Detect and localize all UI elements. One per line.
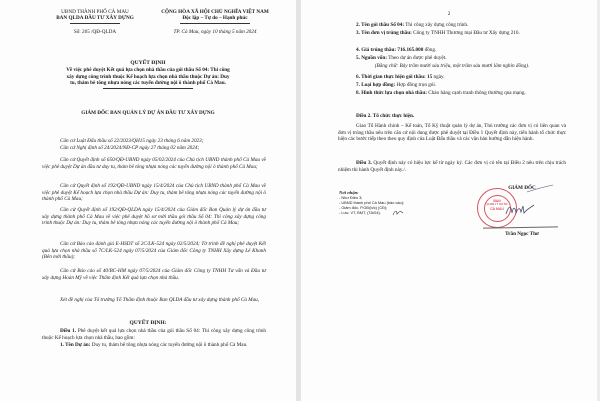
legal-basis-6: Căn cứ Báo cáo đánh giá E-HSDT số 2C/LK-524 ngày 02/5/2024; Tờ trình đề nghị phê duyệt Kết quả lựa chọn nhà thầu số 7C/LK-524 ngày 07/5/2024 của Giám đốc Công ty TNHH Xây dựng Lê Khanh (Bên mời thầu); — [42, 241, 266, 261]
article-1-item-5 — [338, 55, 566, 62]
item-6-text: ngày. — [432, 74, 445, 80]
recipient-3: - Giám đốc, P.GĐ(b/c) (CĐ); — [339, 204, 388, 210]
item-5-text: Theo dự án được phê duyệt. — [387, 55, 447, 61]
article-3-text: Quyết định này có hiệu lực kể từ ngày ký. Các đơn vị có tên tại Điều 2 nêu trên chịu trách nhiệm thi hành Quyết định này./. — [338, 160, 566, 173]
page-number: 2 — [447, 11, 451, 17]
article-3 — [338, 160, 566, 173]
item-4-text: đồng. — [423, 47, 437, 53]
legal-basis-4: Căn cứ Quyết định số 192/QĐ-UBND ngày 15/4/2024 của Chủ tịch UBND thành phố Cà Mau về việc phê duyệt Kế hoạch lựa chọn nhà thầu Dự án: Duy tu, thảm bê tông nhựa nóng các tuyến đường nội ô thành phố Cà Mau; — [42, 183, 266, 203]
recipient-2: - UBND thành phố Cà Mau (báo cáo); — [339, 199, 405, 205]
handwritten-initial-icon — [392, 209, 404, 216]
item-6-label: 6. Thời gian thực hiện gói thầu: 15 — [356, 74, 433, 80]
seal-line-2: QUẢN LÝ DỰ ÁN — [486, 203, 508, 206]
header-underline-left — [70, 23, 120, 24]
issuing-authority: GIÁM ĐỐC BAN QUẢN LÝ DỰ ÁN ĐẦU TƯ XÂY DỰNG — [81, 110, 215, 116]
document-page-2 — [301, 0, 597, 401]
article-1-item-3 — [338, 30, 566, 37]
item-8-text: Chào hàng cạnh tranh thông thường qua mạng. — [426, 90, 526, 96]
item-1-label: 1. Tên Dự án: — [60, 342, 91, 348]
recipient-4: - Lưu: VT, BMT, (TA/04). — [339, 209, 381, 215]
article-1-item-1 — [42, 342, 266, 349]
seal-line-5: CÀ MAU — [490, 207, 504, 211]
article-1-label: Điều 1. — [60, 328, 77, 334]
agency-parent: UBND THÀNH PHỐ CÀ MAU — [61, 9, 129, 15]
item-5-label: 5. Nguồn vốn: — [356, 55, 387, 61]
article-1-item-6 — [338, 74, 566, 81]
legal-basis-5: Căn cứ Quyết định số 192/QĐ-QLDA ngày 15/4/2024 của Giám đốc Ban Quản lý dự án đầu tư xây dựng thành phố Cà Mau về việc phê duyệt hồ sơ mời thầu gói thầu Số 04: Thi công xây dựng công trình thuộc Dự án: Duy tu, thảm bê tông nhựa nóng các tuyến đường nội ô thành phố Cà Mau; — [42, 207, 266, 227]
legal-basis-2: Căn cứ Nghị định số 24/2024/NĐ-CP ngày 27 tháng 02 năm 2024; — [60, 145, 200, 151]
header-underline-right — [180, 23, 250, 24]
article-1-item-8 — [338, 90, 566, 97]
article-1-item-2 — [338, 22, 566, 29]
document-date: TP. Cà Mau, ngày 10 tháng 5 năm 2024 — [173, 29, 257, 35]
signature-icon — [505, 203, 535, 217]
item-8-label: 8. Hình thức lựa chọn nhà thầu: — [356, 90, 427, 96]
article-1-text: Phê duyệt kết quả lựa chọn nhà thầu của gói thầu Số 04: Thi công xây dựng công trình thuộc Kế hoạch lựa chọn nhà thầu, bao gồm: — [42, 328, 267, 341]
subject-line-2: xây dựng công trình thuộc Kế hoạch lựa chọn nhà thầu thuộc Dự án: Duy — [66, 73, 230, 80]
article-2-text: Giao Tổ Hành chính – Kế toán, Tổ Kỹ thuật quản lý dự án, Thủ trưởng các đơn vị có liên quan và đơn vị trúng thầu nêu trên căn cứ nội dung được phê duyệt tại Điều 1 Quyết định này, tiến hành tổ chức thực hiện các bước tiếp theo theo quy định của Luật Đấu thầu và các văn bản hướng dẫn hiện hành. — [338, 123, 566, 143]
subject-line-3: tu, thảm bê tông nhựa nóng các tuyến đường nội ô thành phố Cà Mau. — [70, 80, 226, 86]
item-7-text: Hợp đồng trọn gói. — [395, 82, 437, 88]
article-1-item-4 — [338, 47, 566, 54]
item-2-label: 2. Tên gói thầu Số 04: — [356, 22, 405, 28]
document-number: Số: 265 /QĐ-QLDA — [73, 29, 117, 35]
signer-name: Trần Ngọc Thơ — [505, 231, 539, 237]
item-2-text: Thi công xây dựng công trình. — [404, 22, 469, 28]
agency-name: BAN QLDA ĐẦU TƯ XÂY DỰNG — [56, 15, 134, 21]
amount-in-words: (Bằng chữ: Bảy trăm mười sáu triệu, một trăm sáu mươi lăm nghìn đồng). — [374, 63, 530, 69]
article-1-item-7 — [338, 82, 566, 89]
legal-basis-8: Xét đề nghị của Tổ trưởng Tổ Thẩm định thuộc Ban QLDA đầu tư xây dựng thành phố Cà Mau, — [60, 297, 260, 303]
item-1-text: Duy tu, thảm bê tông nhựa nóng các tuyến đường nội ô thành phố Cà Mau. — [90, 342, 248, 348]
decision-title: QUYẾT ĐỊNH — [130, 60, 166, 66]
article-1 — [42, 328, 266, 341]
item-7-label: 7. Loại hợp đồng: — [356, 82, 396, 88]
legal-basis-7: Căn cứ Báo cáo số 40/BC-HM ngày 07/5/2024 của Giám đốc Công ty TNHH Tư vấn và Đầu tư xây dựng Hoàn Mỹ về việc Thẩm định Kết quả lựa chọn nhà thầu. — [42, 268, 266, 281]
document-page-1 — [0, 0, 296, 401]
article-2-heading: Điều 2. Tổ chức thực hiện. — [356, 113, 415, 119]
item-3-label: 3. Tên đơn vị trúng thầu: — [356, 30, 412, 36]
legal-basis-1: Căn cứ Luật Đấu thầu số 22/2023/QH15 ngày 23 tháng 6 năm 2023; — [60, 138, 204, 144]
initial-mark-icon — [525, 184, 555, 194]
recipients-heading: Nơi nhận: — [339, 190, 359, 195]
seal-line-1: BAN — [493, 199, 501, 203]
article-3-label: Điều 3. — [356, 160, 372, 166]
recipient-1: - Như Điều 3; — [339, 194, 363, 200]
decision-heading: QUYẾT ĐỊNH: — [129, 320, 167, 326]
national-title: CỘNG HÒA XÃ HỘI CHỦ NGHĨA VIỆT NAM — [161, 9, 269, 15]
item-3-text: Công ty TNHH Thương mại Đầu tư Xây dựng 216. — [411, 30, 520, 36]
subject-underline — [103, 88, 193, 89]
signer-title: GIÁM ĐỐC — [508, 185, 536, 191]
legal-basis-3: Căn cứ Quyết định số 650/QĐ-UBND ngày 05/02/2024 của Chủ tịch UBND thành phố Cà Mau về việc phê duyệt Dự án đầu tư duy tu, thảm bê tông nhựa nóng các tuyến đường nội ô thành phố Cà Mau; — [42, 157, 266, 170]
national-motto: Độc lập – Tự do – Hạnh phúc — [182, 15, 248, 21]
item-4-label: 4. Giá trúng thầu: 716.165.000 — [356, 47, 424, 53]
subject-line-1: Về việc phê duyệt Kết quả lựa chọn nhà thầu của gói thầu Số 04: Thi công — [66, 67, 230, 73]
